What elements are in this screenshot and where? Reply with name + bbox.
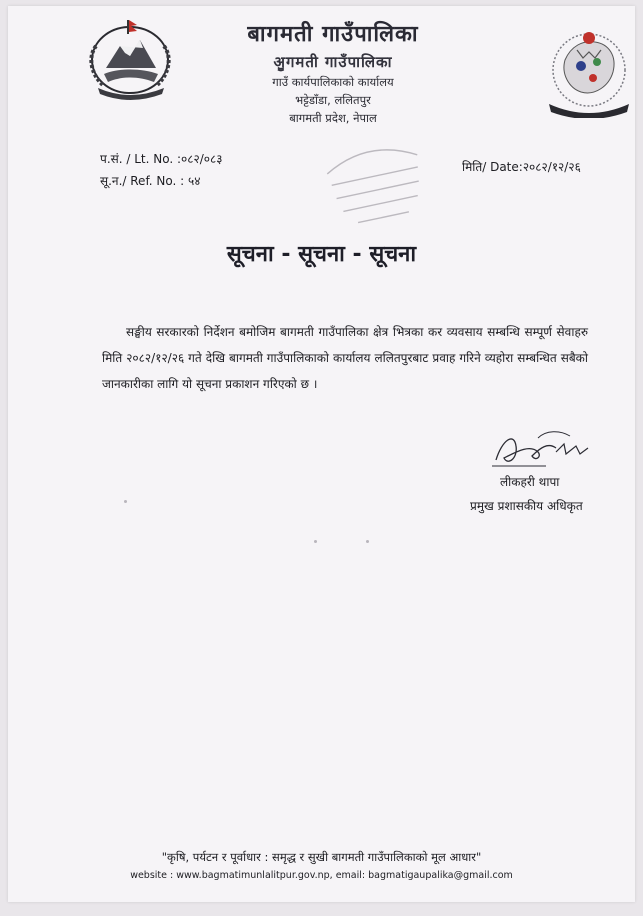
footer-contact: website : www.bagmatimunlalitpur.gov.np, email: bagmatigaupalika@gmail.com <box>130 870 513 881</box>
office-province: बागमती प्रदेश, नेपाल <box>289 111 377 125</box>
office-stamp-icon <box>320 134 432 230</box>
footer-motto: "कृषि, पर्यटन र पूर्वाधार : समृद्ध र सुखी बागमती गाउँपालिकाको मूल आधार" <box>161 850 482 864</box>
footer <box>8 850 635 881</box>
signer-block <box>470 470 620 518</box>
reference-block <box>100 148 223 192</box>
nepal-government-emblem-icon <box>78 16 183 102</box>
notice-heading: सूचना - सूचना - सूचना <box>226 242 417 267</box>
paper-speck <box>124 500 127 503</box>
reference-number: सू.न./ Ref. No. : ५४ <box>100 174 201 188</box>
office-location: भट्टेडाँडा, ललितपुर <box>295 93 371 107</box>
notice-body: सङ्घीय सरकारको निर्देशन बमोजिम बागमती गाउँपालिका क्षेत्र भित्रका कर व्यवसाय सम्बन्धि सम्पूर्ण सेवाहरु मिति २०८२/१२/२६ गते देखि बागमती गाउँपालिकाको कार्यालय ललितपुरबाट प्रवाह गरिने व्यहोरा सम्बन्धित सबैको जानकारीका लागि यो सूचना प्रकाशन गरिएको छ । <box>102 325 588 391</box>
paper-speck <box>366 540 369 543</box>
notice-page <box>8 6 635 902</box>
letterhead <box>188 18 478 126</box>
municipality-logo-icon <box>543 26 635 118</box>
signature-icon <box>486 422 596 472</box>
municipality-script-title: ॷगमती गाउँपालिका <box>273 53 393 71</box>
letter-number: प.सं. / Lt. No. :०८२/०८३ <box>100 152 223 166</box>
office-name: गाउँ कार्यपालिकाको कार्यालय <box>272 75 394 89</box>
issue-date: मिति/ Date:२०८२/१२/२६ <box>462 160 581 174</box>
paper-speck <box>314 540 317 543</box>
signer-name: लीकहरी थापा <box>500 475 560 489</box>
municipality-title: बागमती गाउँपालिका <box>247 21 419 47</box>
signer-designation: प्रमुख प्रशासकीय अधिकृत <box>470 499 583 513</box>
